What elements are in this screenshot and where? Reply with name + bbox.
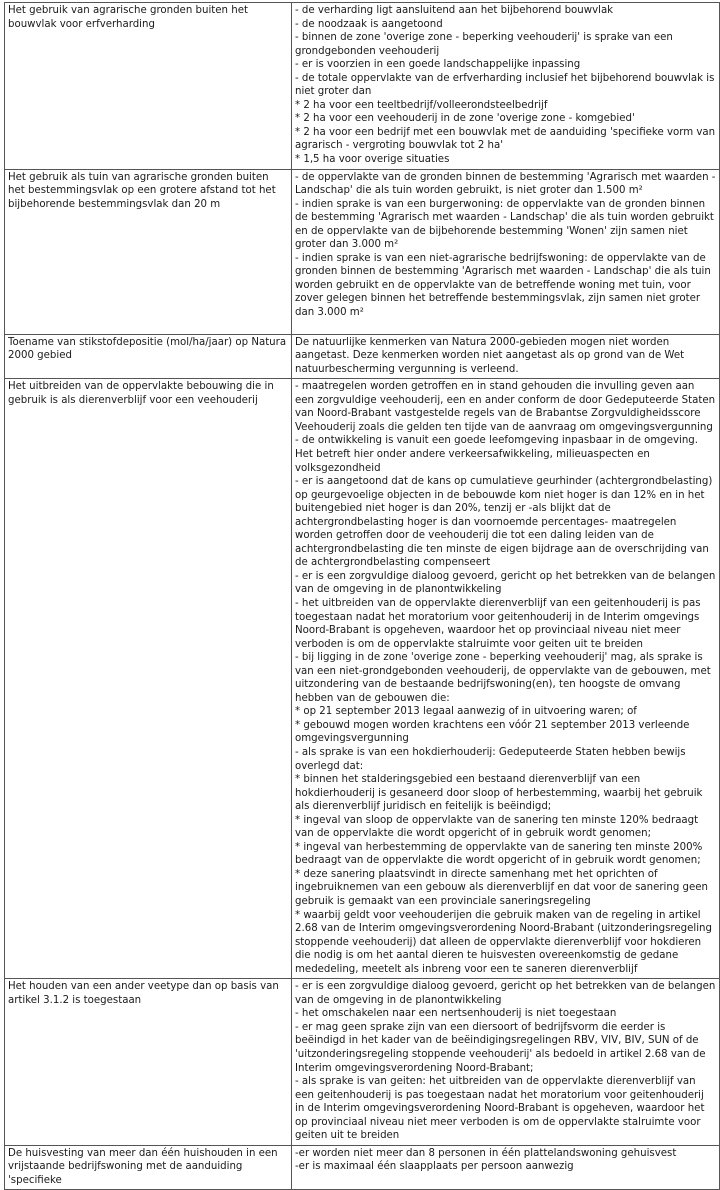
list-item: - als sprake is van geiten: het uitbreiden van de oppervlakte dierenverblijf van een geitenhouderij is pas toegestaan nadat het moratorium voor geitenhouderij in de Interim omgevingsverordening Noord-Brabant is opgeheven, waardoor het op provinciaal niveau niet meer verboden is om de oppervlakte stalruimte voor geiten uit te breiden [295, 1076, 705, 1142]
list-item: - maatregelen worden getroffen en in stand gehouden die invulling geven aan een zorgvuldige veehouderij, een en ander conform de door Gedeputeerde Staten van Noord-Brabant vastgestelde regels van de Brabantse Zorgvuldigheidsscore Veehouderij zoals die gelden ten tijde van de aanvraag om omgevingsvergunning [295, 381, 716, 433]
list-item: - de ontwikkeling is vanuit een goede leefomgeving inpasbaar in de omgeving. Het betreft hier onder andere verkeersafwikkeling, milieuaspecten en volksgezondheid [295, 435, 699, 474]
list-item: - indien sprake is van een niet-agrarische bedrijfswoning: de oppervlakte van de gronden binnen de bestemming 'Agrarisch met waarden - Landschap' die als tuin worden gebruikt en de oppervlakte van de betreffende woning met tuin, voor zover gelegen binnen het betreffende bestemmingsvlak, zijn samen niet groter dan 3.000 m² [295, 252, 711, 319]
list-item: - de noodzaak is aangetoond [295, 18, 443, 30]
list-item: - het uitbreiden van de oppervlakte dierenverblijf van een geitenhouderij is pas toegestaan nadat het moratorium voor geitenhouderij in de Interim omgevings Noord-Brabant is opgeheven, waardoor het op provinciaal niveau niet meer verboden is om de oppervlakte stalruimte voor geiten uit te breiden [295, 597, 701, 650]
list-item: De natuurlijke kenmerken van Natura 2000-gebieden mogen niet worden aangetast. Deze kenmerken worden niet aangetast als op grond van de Wet natuurbescherming vergunning is verleend. [295, 336, 685, 375]
condition-cell: Het houden van een ander veetype dan op basis van artikel 3.1.2 is toegestaan [5, 979, 292, 1146]
requirements-cell [292, 334, 720, 379]
requirements-cell [292, 169, 720, 334]
list-item: * ingeval van sloop de oppervlakte van de sanering ten minste 120% bedraagt van de oppervlakte die wordt opgericht of in gebruik wordt genomen; [295, 814, 699, 840]
list-item: * 2 ha voor een veehouderij in de zone 'overige zone - komgebied' [295, 113, 635, 125]
list-item: - er is een zorgvuldige dialoog gevoerd, gericht op het betrekken van de belangen van de omgeving in de planontwikkeling [295, 981, 716, 1006]
list-item: * 2 ha voor een teeltbedrijf/volleerondsteelbedrijf [295, 99, 548, 111]
list-item: * deze sanering plaatsvindt in directe samenhang met het oprichten of ingebruiknemen van een gebouw als dierenverblijf en dat voor de sanering geen gebruik is gemaakt van een provinciale saneringsregeling [295, 868, 708, 907]
list-item: * waarbij geldt voor veehouderijen die gebruik maken van de regeling in artikel 2.68 van de Interim omgevingsverordening Noord-Brabant (uitzonderingsregeling stoppende veehouderij) dat alleen de oppervlakte dierenverblijf voor hokdieren die nodig is om het aantal dieren te huisvesten overeenkomstig de gedane mededeling, meetelt als inbreng voor een te saneren dierenverblijf [295, 909, 712, 975]
requirements-table [4, 2, 720, 1190]
list-item: - er is voorzien in een goede landschappelijke inpassing [295, 59, 581, 71]
table-row [5, 169, 720, 334]
condition-cell: De huisvesting van meer dan één huishouden in een vrijstaande bedrijfswoning met de aanduiding 'specifieke [5, 1145, 292, 1190]
list-item: * 1,5 ha voor overige situaties [295, 154, 450, 166]
list-item: * gebouwd mogen worden krachtens een vóór 21 september 2013 verleende omgevingsvergunning [295, 719, 690, 745]
requirements-cell [292, 1145, 720, 1190]
list-item: * binnen het stalderingsgebied een bestaand dierenverblijf van een hokdierhouderij is gesaneerd door sloop of herbestemming, waarbij het gebruik als dierenverblijf juridisch en feitelijk is beëindigd; [295, 774, 703, 813]
list-item: - binnen de zone 'overige zone - beperking veehouderij' is sprake van een grondgebonden veehouderij [295, 32, 673, 57]
list-item: - de oppervlakte van de gronden binnen de bestemming 'Agrarisch met waarden - Landschap' die als tuin worden gebruikt, is niet groter dan 1.500 m² [295, 171, 716, 197]
requirements-cell [292, 979, 720, 1146]
table-row [5, 3, 720, 170]
requirements-cell [292, 3, 720, 170]
list-item: -er worden niet meer dan 8 personen in één plattelandswoning gehuisvest [295, 1147, 677, 1159]
list-item: * 2 ha voor een bedrijf met een bouwvlak met de aanduiding 'specifieke vorm van agrarisch - vergroting bouwvlak tot 2 ha' [295, 126, 716, 152]
list-item: - er is aangetoond dat de kans op cumulatieve geurhinder (achtergrondbelasting) op geurgevoelige objecten in de bebouwde kom niet hoger is dan 12% en in het buitengebied niet hoger is dan 20%, tenzij er -als blijkt dat de achtergrondbelasting hoger is dan voornoemde percentages- maatregelen worden getroffen door de veehouderij die tot een daling leiden van de achtergrondbelasting die ten minste de eigen bijdrage aan de overschrijding van de achtergrondbelasting compenseert [295, 476, 713, 569]
spacer [295, 320, 716, 332]
list-item: - de verharding ligt aansluitend aan het bijbehorend bouwvlak [295, 5, 614, 16]
list-item: - indien sprake is van een burgerwoning: de oppervlakte van de gronden binnen de bestemming 'Agrarisch met waarden - Landschap' die als tuin worden gebruikt en de oppervlakte van de bijbehorende bestemming 'Wonen' zijn samen niet groter dan 3.000 m² [295, 198, 714, 251]
list-item: - er mag geen sprake zijn van een diersoort of bedrijfsvorm die eerder is beëindigd in het kader van de beëindigingsregelingen RBV, VIV, BIV, SUN of de 'uitzonderingsregeling stoppende veehouderij' als bedoeld in artikel 2.68 van de Interim omgevingsverordening Noord-Brabant; [295, 1021, 706, 1074]
table-row [5, 979, 720, 1146]
table-row [5, 1145, 720, 1190]
requirements-cell [292, 379, 720, 979]
condition-cell: Toename van stikstofdepositie (mol/ha/jaar) op Natura 2000 gebied [5, 334, 292, 379]
condition-cell: Het gebruik als tuin van agrarische gronden buiten het bestemmingsvlak op een grotere afstand tot het bijbehorende bestemmingsvlak dan 20 m [5, 169, 292, 334]
table-row [5, 334, 720, 379]
list-item: * ingeval van herbestemming de oppervlakte van de sanering ten minste 200% bedraagt van de oppervlakte die wordt opgericht of in gebruik wordt genomen; [295, 841, 703, 867]
list-item: - er is een zorgvuldige dialoog gevoerd, gericht op het betrekken van de belangen van de omgeving in de planontwikkeling [295, 570, 716, 596]
list-item: -er is maximaal één slaapplaats per persoon aanwezig [295, 1161, 574, 1173]
condition-cell: Het gebruik van agrarische gronden buiten het bouwvlak voor erfverharding [5, 3, 292, 170]
table-row [5, 379, 720, 979]
list-item: - de totale oppervlakte van de erfverharding inclusief het bijbehorend bouwvlak is niet groter dan [295, 72, 715, 98]
condition-cell: Het uitbreiden van de oppervlakte bebouwing die in gebruik is als dierenverblijf voor een veehouderij [5, 379, 292, 979]
list-item: - als sprake is van een hokdierhouderij: Gedeputeerde Staten hebben bewijs overlegd dat: [295, 746, 686, 772]
list-item: - het omschakelen naar een nertsenhouderij is niet toegestaan [295, 1008, 617, 1020]
list-item: * op 21 september 2013 legaal aanwezig of in uitvoering waren; of [295, 706, 637, 718]
list-item: - bij ligging in de zone 'overige zone - beperking veehouderij' mag, als sprake is van een niet-grondgebonden veehouderij, de oppervlakte van de gebouwen, met uitzondering van de bestaande bedrijfswoning(en), ten hoogste de omvang hebben van de gebouwen die: [295, 652, 711, 704]
